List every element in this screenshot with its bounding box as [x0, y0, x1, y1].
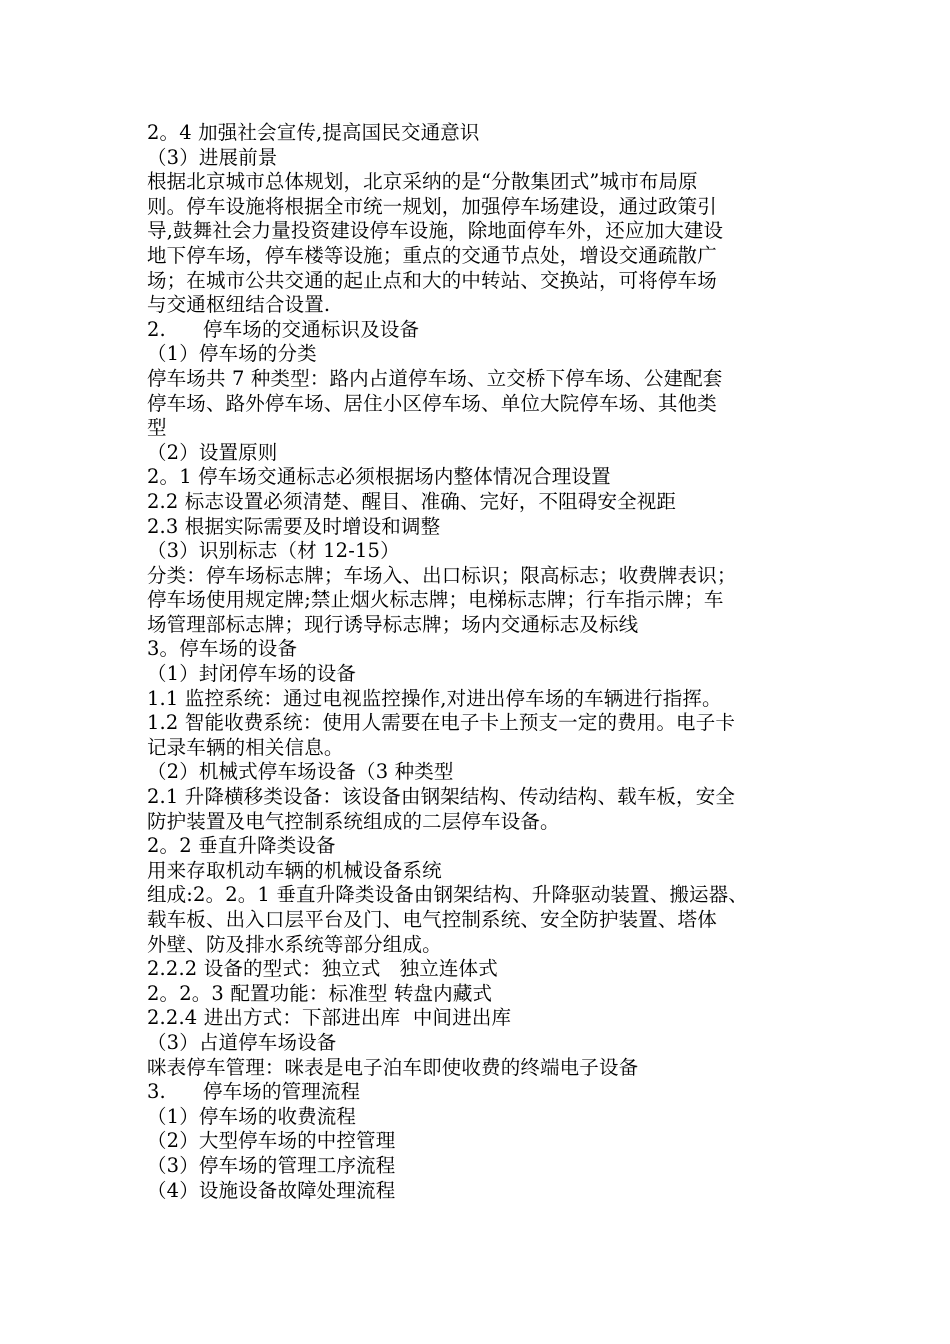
text-line: 场；在城市公共交通的起止点和大的中转站、交换站，可将停车场	[147, 268, 717, 292]
text-line: 组成:2。2。1 垂直升降类设备由钢架结构、升降驱动装置、搬运器、	[147, 883, 748, 907]
section-number: 3.	[147, 1080, 166, 1104]
section-heading	[147, 1080, 811, 1105]
text-line: 1.2 智能收费系统：使用人需要在电子卡上预支一定的费用。电子卡	[147, 711, 736, 735]
text-line: 型	[147, 416, 167, 440]
text-line: 2。4 加强社会宣传,提高国民交通意识	[147, 121, 480, 144]
text-line: 咪表停车管理：咪表是电子泊车即使收费的终端电子设备	[147, 1055, 639, 1079]
text-line: 用来存取机动车辆的机械设备系统	[147, 858, 442, 882]
text-line: 2.1 升降横移类设备：该设备由钢架结构、传动结构、载车板，安全	[147, 785, 736, 809]
text-line: 地下停车场，停车楼等设施；重点的交通节点处，增设交通疏散广	[147, 243, 717, 267]
text-line: （3）进展前景	[147, 145, 278, 169]
text-line: 与交通枢纽结合设置.	[147, 293, 331, 317]
text-line: （3）识别标志（材 12-15）	[147, 539, 400, 563]
text-line: （2）设置原则	[147, 440, 278, 464]
text-line: 2。1 停车场交通标志必须根据场内整体情况合理设置	[147, 465, 611, 489]
section-title: 停车场的交通标识及设备	[203, 317, 420, 341]
text-line: 防护装置及电气控制系统组成的二层停车设备。	[147, 809, 560, 833]
text-line: 停车场共 7 种类型：路内占道停车场、立交桥下停车场、公建配套	[147, 366, 723, 390]
text-line: （1）停车场的收费流程	[147, 1104, 357, 1128]
text-line: 则。停车设施将根据全市统一规划，加强停车场建设，通过政策引	[147, 194, 717, 218]
text-line: 导,鼓舞社会力量投资建设停车设施，除地面停车外，还应加大建设	[147, 219, 724, 243]
text-line: 停车场使用规定牌;禁止烟火标志牌；电梯标志牌；行车指示牌；车	[147, 588, 724, 612]
section-title: 停车场的管理流程	[203, 1080, 361, 1104]
text-line: 2。2 垂直升降类设备	[147, 834, 336, 858]
text-line: 分类：停车场标志牌；车场入、出口标识；限高标志；收费牌表识；	[147, 563, 737, 587]
text-line: 2.2.2 设备的型式：独立式 独立连体式	[147, 957, 498, 981]
text-line: 2.2 标志设置必须清楚、醒目、准确、完好，不阻碍安全视距	[147, 489, 677, 513]
text-line: （4）设施设备故障处理流程	[147, 1178, 396, 1202]
section-number: 2.	[147, 317, 166, 341]
text-line: （1）封闭停车场的设备	[147, 662, 357, 686]
document-body	[147, 121, 811, 1203]
text-line: 外壁、防及排水系统等部分组成。	[147, 932, 442, 956]
text-line: （3）占道停车场设备	[147, 1030, 337, 1054]
text-line: 3。停车场的设备	[147, 637, 298, 661]
text-line: （3）停车场的管理工序流程	[147, 1153, 396, 1177]
text-line: 2.2.4 进出方式：下部进出库 中间进出库	[147, 1006, 512, 1030]
text-line: （1）停车场的分类	[147, 342, 317, 366]
text-line: 2.3 根据实际需要及时增设和调整	[147, 514, 441, 538]
text-line: 载车板、出入口层平台及门、电气控制系统、安全防护装置、塔体	[147, 908, 717, 931]
text-line: （2）大型停车场的中控管理	[147, 1129, 396, 1153]
text-line: 2。2。3 配置功能：标准型 转盘内藏式	[147, 981, 493, 1005]
text-line: （2）机械式停车场设备（3 种类型	[147, 760, 454, 784]
text-line: 停车场、路外停车场、居住小区停车场、单位大院停车场、其他类	[147, 391, 717, 415]
text-line: 根据北京城市总体规划，北京采纳的是“分散集团式”城市布局原	[147, 170, 698, 194]
section-heading	[147, 318, 811, 343]
text-line: 场管理部标志牌；现行诱导标志牌；场内交通标志及标线	[147, 612, 639, 636]
text-line: 记录车辆的相关信息。	[147, 735, 344, 759]
text-line: 1.1 监控系统：通过电视监控操作,对进出停车场的车辆进行指挥。	[147, 686, 722, 710]
